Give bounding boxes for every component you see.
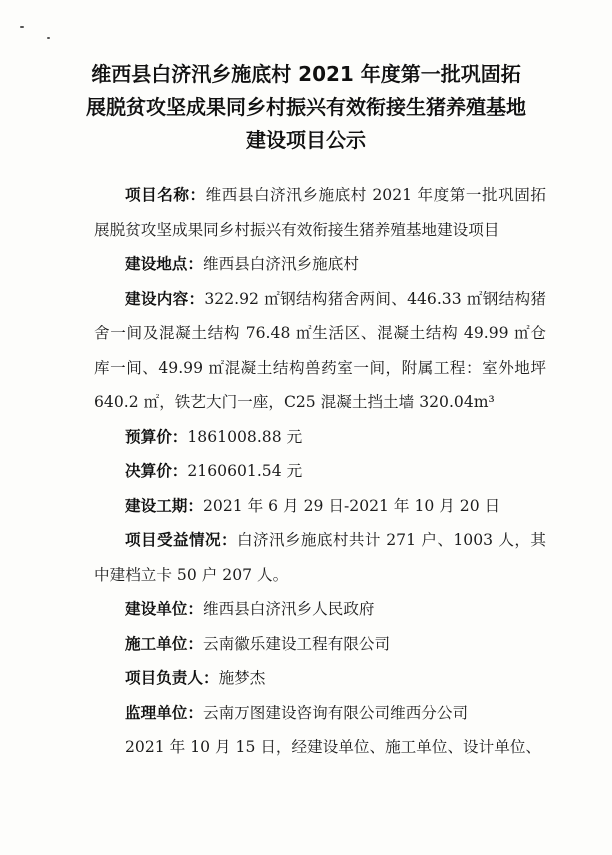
field-value: 1861008.88 元 (187, 427, 303, 446)
field-contractor (94, 627, 546, 662)
field-value: 2021 年 6 月 29 日-2021 年 10 月 20 日 (202, 496, 501, 515)
field-label: 建设地点： (125, 255, 203, 273)
field-label: 施工单位： (125, 634, 203, 653)
field-label: 预算价： (125, 427, 188, 446)
field-budget (94, 420, 546, 455)
field-final-cost (94, 454, 546, 489)
field-supervisor (94, 696, 546, 731)
field-label: 监理单位： (125, 703, 203, 722)
field-duration (94, 489, 546, 524)
document-title: 维西县白济汛乡施底村 2021 年度第一批巩固拓展脱贫攻坚成果同乡村振兴有效衔接生猪养殖基地建设项目公示 (86, 62, 526, 152)
field-beneficiaries (94, 523, 546, 592)
field-label: 项目负责人： (125, 669, 219, 687)
field-value: 维西县白济汛乡人民政府 (202, 600, 375, 618)
field-project-name (94, 178, 546, 247)
field-value: 2160601.54 元 (187, 462, 303, 480)
field-label: 决算价： (125, 462, 188, 480)
field-label: 建设内容： (125, 289, 205, 308)
field-label: 建设单位： (125, 600, 203, 618)
scan-speck (20, 26, 24, 28)
field-value: 维西县白济汛乡施底村 2021 年度第一批巩固拓展脱贫攻坚成果同乡村振兴有效衔接生猪养殖基地建设项目 (94, 186, 546, 239)
field-project-lead (94, 661, 546, 696)
field-content (94, 282, 546, 420)
field-value: 322.92 ㎡钢结构猪舍两间、446.33 ㎡钢结构猪舍一间及混凝土结构 76.48 ㎡生活区、混凝土结构 49.99 ㎡仓库一间、49.99 ㎡混凝土结构兽药室一间，附属工程：室外地坪 640.2 ㎡，铁艺大门一座，C25 混凝土挡土墙 320.04m³ (94, 289, 546, 411)
field-value: 云南万图建设咨询有限公司维西分公司 (202, 703, 469, 722)
field-label: 项目受益情况： (125, 531, 237, 549)
field-label: 建设工期： (125, 496, 203, 515)
field-value: 维西县白济汛乡施底村 (202, 255, 359, 273)
field-label: 项目名称： (125, 186, 206, 204)
document-body (94, 178, 546, 765)
field-location (94, 247, 546, 282)
closing-paragraph: 2021 年 10 月 15 日，经建设单位、施工单位、设计单位、 (125, 738, 542, 756)
field-construction-unit (94, 592, 546, 627)
scan-speck (47, 37, 50, 39)
field-value: 白济汛乡施底村共计 271 户、1003 人，其中建档立卡 50 户 207 人。 (94, 531, 546, 584)
field-value: 云南徽乐建设工程有限公司 (202, 634, 391, 653)
field-value: 施梦杰 (218, 669, 266, 687)
